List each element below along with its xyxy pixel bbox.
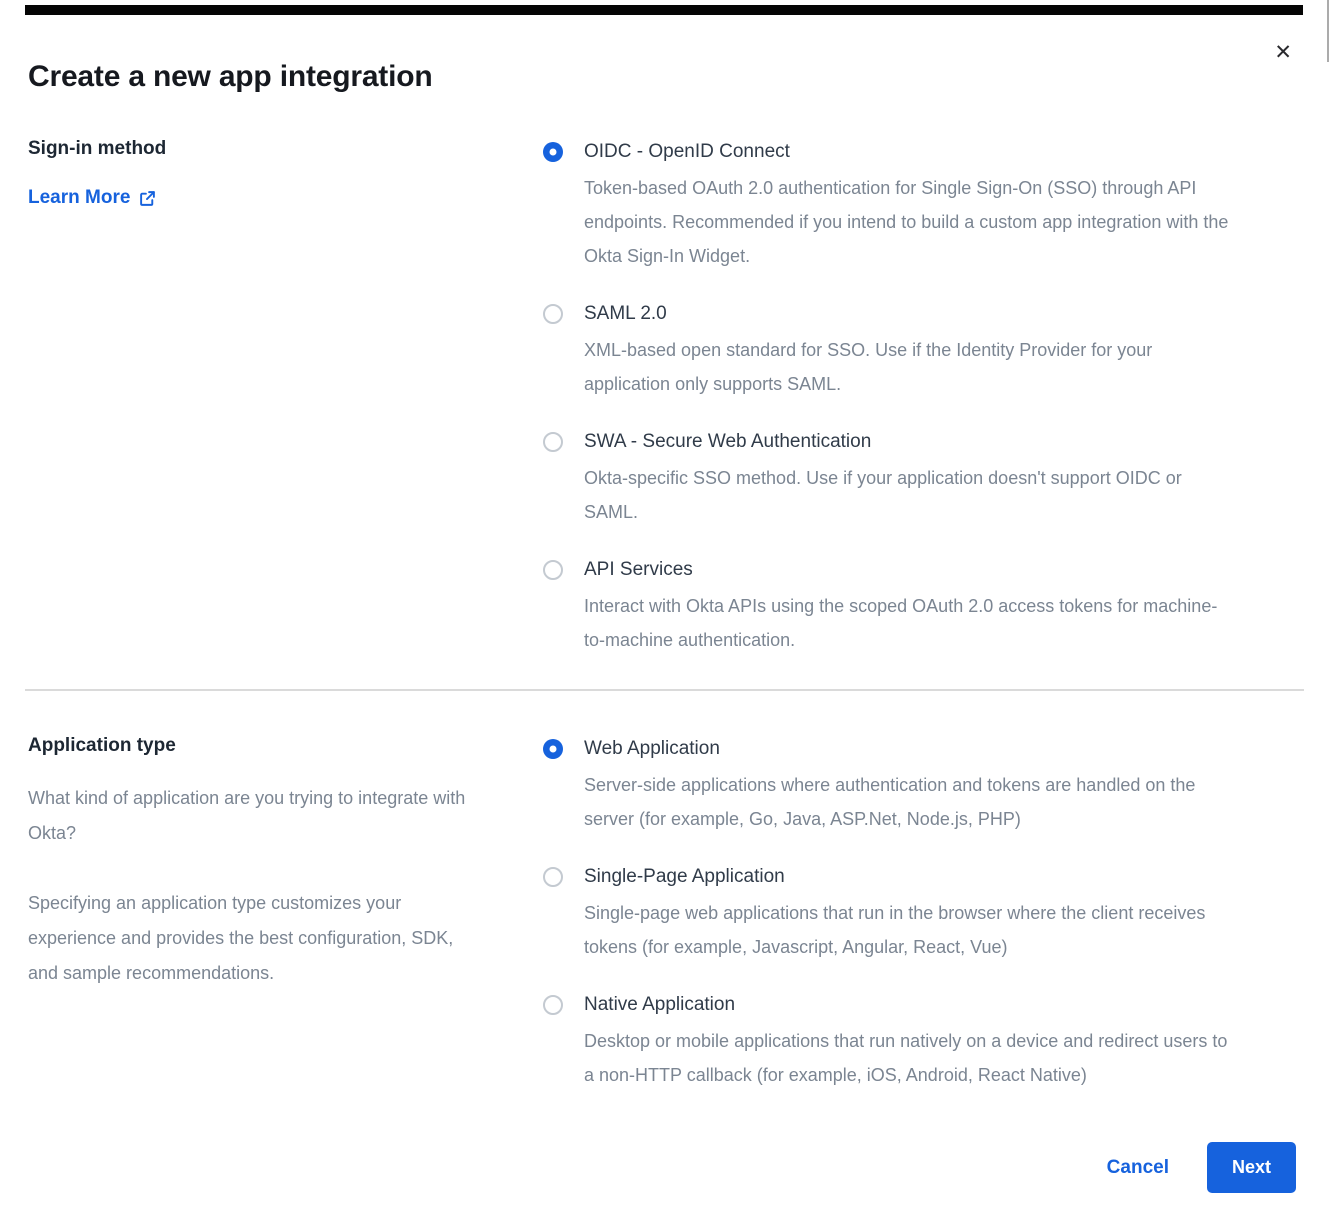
application-type-question: What kind of application are you trying to integrate with Okta?	[28, 788, 466, 843]
radio-option-description: Desktop or mobile applications that run natively on a device and redirect users to a non-HTTP callback (for example, iOS, Android, React Native)	[584, 1031, 1228, 1085]
radio-option-text	[584, 140, 1229, 273]
radio-icon[interactable]	[543, 739, 563, 759]
radio-option-text	[584, 993, 1229, 1092]
radio-icon[interactable]	[543, 560, 563, 580]
signin-radio-option[interactable]	[543, 302, 1300, 401]
close-icon[interactable]: ✕	[1270, 38, 1296, 67]
apptype-radio-option[interactable]	[543, 737, 1300, 836]
radio-option-description: XML-based open standard for SSO. Use if the Identity Provider for your application only supports SAML.	[584, 340, 1153, 394]
next-button[interactable]: Next	[1207, 1142, 1296, 1193]
radio-option-description: Server-side applications where authentication and tokens are handled on the server (for example, Go, Java, ASP.Net, Node.js, PHP)	[584, 775, 1196, 829]
radio-option-text	[584, 737, 1229, 836]
radio-icon[interactable]	[543, 142, 563, 162]
dialog-title: Create a new app integration	[28, 60, 433, 93]
signin-radio-option[interactable]	[543, 430, 1300, 529]
radio-option-text	[584, 302, 1229, 401]
radio-icon[interactable]	[543, 304, 563, 324]
radio-option-description: Token-based OAuth 2.0 authentication for Single Sign-On (SSO) through API endpoints. Recommended if you intend to build a custom app integration with the Okta Sign-In Widget.	[584, 178, 1229, 266]
application-type-section	[28, 735, 1300, 1092]
radio-option-label: SAML 2.0	[584, 303, 667, 324]
radio-option-text	[584, 558, 1229, 657]
section-divider	[25, 689, 1304, 691]
signin-radio-option[interactable]	[543, 558, 1300, 657]
radio-option-label: API Services	[584, 559, 693, 580]
radio-icon[interactable]	[543, 995, 563, 1015]
external-link-icon	[139, 190, 156, 207]
radio-icon[interactable]	[543, 432, 563, 452]
application-type-heading: Application type	[28, 735, 176, 756]
learn-more-link[interactable]	[28, 187, 156, 209]
radio-option-label: SWA - Secure Web Authentication	[584, 431, 872, 452]
cancel-button[interactable]: Cancel	[1106, 1156, 1169, 1178]
signin-method-heading: Sign-in method	[28, 138, 167, 159]
signin-method-left-column	[28, 138, 543, 657]
apptype-radio-option[interactable]	[543, 993, 1300, 1092]
dialog-footer	[28, 1142, 1300, 1193]
radio-option-text	[584, 430, 1229, 529]
signin-radio-option[interactable]	[543, 140, 1300, 273]
radio-option-label: Native Application	[584, 994, 736, 1015]
signin-method-section	[28, 138, 1300, 657]
radio-option-description: Okta-specific SSO method. Use if your application doesn't support OIDC or SAML.	[584, 468, 1182, 522]
radio-option-description: Interact with Okta APIs using the scoped OAuth 2.0 access tokens for machine-to-machine authentication.	[584, 596, 1218, 650]
radio-option-label: Web Application	[584, 738, 720, 759]
application-type-note: Specifying an application type customizes your experience and provides the best configuration, SDK, and sample recommendations.	[28, 893, 454, 983]
radio-option-text	[584, 865, 1229, 964]
radio-option-label: Single-Page Application	[584, 866, 785, 887]
radio-option-label: OIDC - OpenID Connect	[584, 141, 790, 162]
radio-icon[interactable]	[543, 867, 563, 887]
learn-more-label: Learn More	[28, 187, 131, 208]
application-type-options	[543, 735, 1300, 1092]
application-type-left-column	[28, 735, 543, 1092]
signin-method-options	[543, 138, 1300, 657]
radio-option-description: Single-page web applications that run in the browser where the client receives tokens (for example, Javascript, Angular, React, Vue)	[584, 903, 1206, 957]
apptype-radio-option[interactable]	[543, 865, 1300, 964]
